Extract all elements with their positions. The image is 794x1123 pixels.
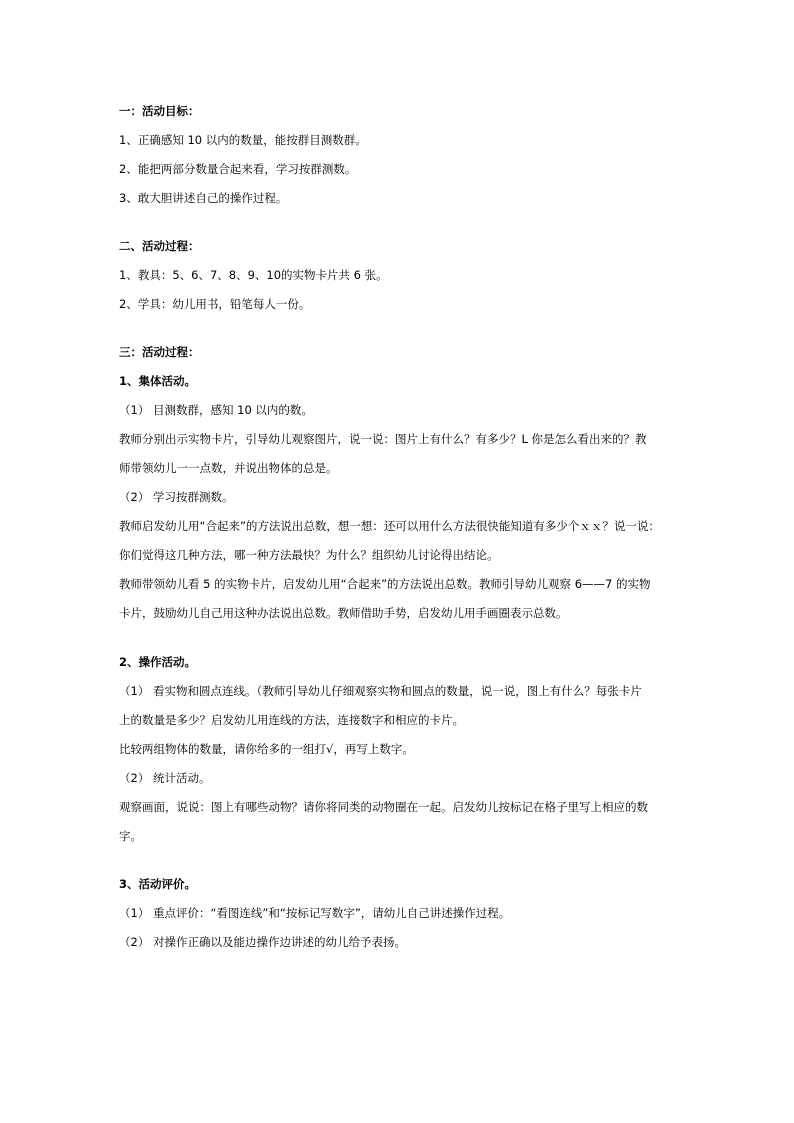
paragraph-line: （2） 统计活动。 [119,771,211,785]
paragraph-line: （2） 学习按群测数。 [119,490,234,504]
prep-item-1: 1、教具：5、6、7、8、9、10的实物卡片共 6 张。 [119,268,388,282]
section-heading-process: 三：活动过程： [119,345,200,359]
paragraph-line: 字。 [119,829,142,843]
paragraph-line: （2） 对操作正确以及能边操作边讲述的幼儿给予表扬。 [119,935,406,949]
section-heading-goals: 一：活动目标： [119,104,200,118]
paragraph-line: 观察画面，说说：图上有哪些动物？请你将同类的动物圈在一起。启发幼儿按标记在格子里写上相应的数 [119,800,648,814]
subsection-heading-operation-activity: 2、操作活动。 [119,655,197,669]
goal-item-2: 2、能把两部分数量合起来看，学习按群测数。 [119,162,357,176]
paragraph-line: 比较两组物体的数量，请你给多的一组打√，再写上数字。 [119,742,414,756]
subsection-heading-group-activity: 1、集体活动。 [119,374,197,388]
paragraph-line: 你们觉得这几种方法，哪一种方法最快？为什么？组织幼儿讨论得出结论。 [119,548,499,562]
paragraph-line: 卡片，鼓励幼儿自己用这种办法说出总数。教师借助手势，启发幼儿用手画圈表示总数。 [119,606,568,620]
goal-item-1: 1、正确感知 10 以内的数量，能按群目测数群。 [119,133,367,147]
paragraph-line: 教师带领幼儿看 5 的实物卡片，启发幼儿用“合起来”的方法说出总数。教师引导幼儿观察 6——7 的实物 [119,577,651,591]
goal-item-3: 3、敢大胆讲述自己的操作过程。 [119,191,288,205]
section-heading-preparation: 二、活动过程： [119,239,200,253]
paragraph-line: （1） 重点评价：“看图连线”和“按标记写数字”，请幼儿自己讲述操作过程。 [119,906,511,920]
paragraph-line: （1） 目测数群，感知 10 以内的数。 [119,403,313,417]
subsection-heading-evaluation: 3、活动评价。 [119,877,197,891]
paragraph-line: 上的数量是多少？启发幼儿用连线的方法，连接数字和相应的卡片。 [119,713,464,727]
prep-item-2: 2、学具：幼儿用书，铅笔每人一份。 [119,297,311,311]
paragraph-line: 教师分别出示实物卡片，引导幼儿观察图片，说一说：图片上有什么？有多少？L 你是怎么看出来的？教 [119,432,647,446]
paragraph-line: 教师启发幼儿用“合起来”的方法说出总数，想一想：还可以用什么方法很快能知道有多少个ｘｘ？说一说： [119,519,660,533]
paragraph-line: （1） 看实物和圆点连线。（教师引导幼儿仔细观察实物和圆点的数量，说一说，图上有什么？每张卡片 [119,684,642,698]
paragraph-line: 师带领幼儿一一点数，并说出物体的总是。 [119,461,338,475]
